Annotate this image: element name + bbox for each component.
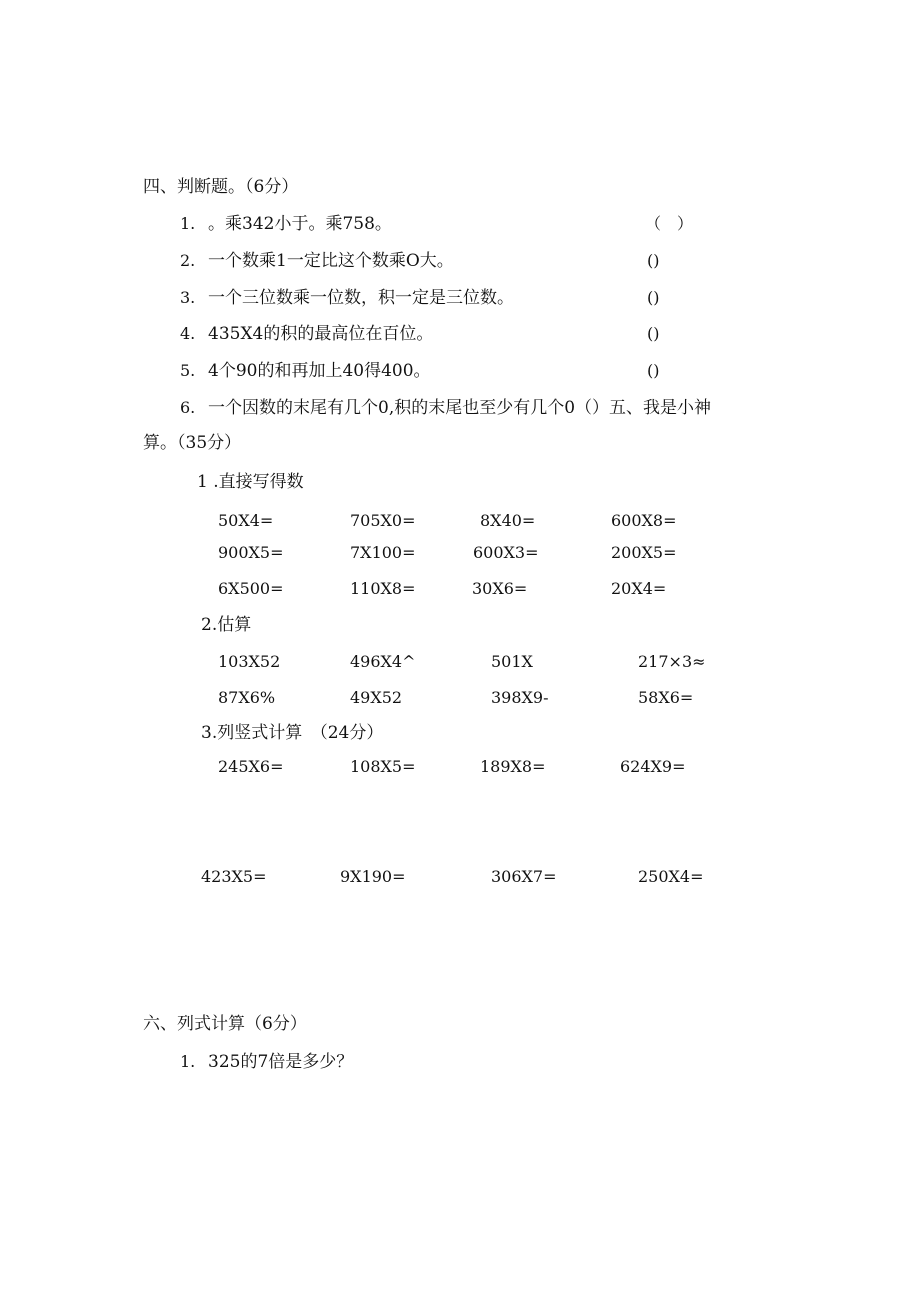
sub1-r1-c4: 600X8= xyxy=(611,511,677,530)
q3-number: 3. xyxy=(180,288,196,307)
q1-answer-paren[interactable]: （ ） xyxy=(645,214,694,233)
sub1-r3-c2: 110X8= xyxy=(350,579,416,598)
sub3-r2-c3: 306X7= xyxy=(491,867,557,886)
sub1-r1-c2: 705X0= xyxy=(350,511,416,530)
q3-answer-paren[interactable]: () xyxy=(647,288,660,307)
sub3-r2-c2: 9X190= xyxy=(340,867,406,886)
sub1-r2-c2: 7X100= xyxy=(350,543,416,562)
q5-answer-paren[interactable]: () xyxy=(647,361,660,380)
sub3-r2-c1: 423X5= xyxy=(201,867,267,886)
sub1-r2-c1: 900X5= xyxy=(218,543,284,562)
sub1-r3-c3: 30X6= xyxy=(472,579,528,598)
sub1-title: 1 .直接写得数 xyxy=(197,472,304,492)
q2-number: 2. xyxy=(180,251,196,270)
sub2-r1-c4: 217×3≈ xyxy=(638,652,706,671)
sub3-r2-c4: 250X4= xyxy=(638,867,704,886)
sub1-r2-c3: 600X3= xyxy=(473,543,539,562)
sub2-r2-c2: 49X52 xyxy=(350,688,403,707)
q4-text: 435X4的积的最高位在百位。 xyxy=(208,324,434,344)
sub3-r1-c1: 245X6= xyxy=(218,757,284,776)
section6-title: 六、列式计算（6分） xyxy=(143,1014,307,1034)
q1-number: 1. xyxy=(180,214,196,233)
sub2-r1-c2: 496X4^ xyxy=(350,652,416,671)
section4-title: 四、判断题。（6分） xyxy=(143,177,299,197)
sub3-r1-c2: 108X5= xyxy=(350,757,416,776)
sub3-title: 3.列竖式计算 （24分） xyxy=(201,723,384,743)
q5-text: 4个90的和再加上40得400。 xyxy=(208,361,431,381)
s6-q1-number: 1. xyxy=(180,1052,196,1071)
sub1-r3-c4: 20X4= xyxy=(611,579,667,598)
q4-answer-paren[interactable]: () xyxy=(647,324,660,343)
q4-number: 4. xyxy=(180,324,196,343)
sub3-r1-c3: 189X8= xyxy=(480,757,546,776)
sub2-r2-c1: 87X6% xyxy=(218,688,276,707)
q1-text: 。乘342小于。乘758。 xyxy=(208,214,392,234)
sub2-r2-c4: 58X6= xyxy=(638,688,694,707)
sub1-r2-c4: 200X5= xyxy=(611,543,677,562)
sub1-r3-c1: 6X500= xyxy=(218,579,284,598)
sub2-r1-c3: 501X xyxy=(491,652,533,671)
sub1-r1-c3: 8X40= xyxy=(480,511,536,530)
q6-text: 一个因数的末尾有几个0,积的末尾也至少有几个0（）五、我是小神 xyxy=(208,398,712,418)
q2-answer-paren[interactable]: () xyxy=(647,251,660,270)
sub2-title: 2.估算 xyxy=(201,615,252,635)
section5-title-wrap: 算。（35分） xyxy=(143,433,242,453)
s6-q1-text: 325的7倍是多少？ xyxy=(208,1052,354,1072)
sub2-r2-c3: 398X9- xyxy=(491,688,549,707)
sub3-r1-c4: 624X9= xyxy=(620,757,686,776)
q3-text: 一个三位数乘一位数，积一定是三位数。 xyxy=(208,288,514,308)
q6-number: 6. xyxy=(180,398,196,417)
sub2-r1-c1: 103X52 xyxy=(218,652,281,671)
sub1-r1-c1: 50X4= xyxy=(218,511,274,530)
q5-number: 5. xyxy=(180,361,196,380)
q2-text: 一个数乘1一定比这个数乘O大。 xyxy=(208,251,454,271)
